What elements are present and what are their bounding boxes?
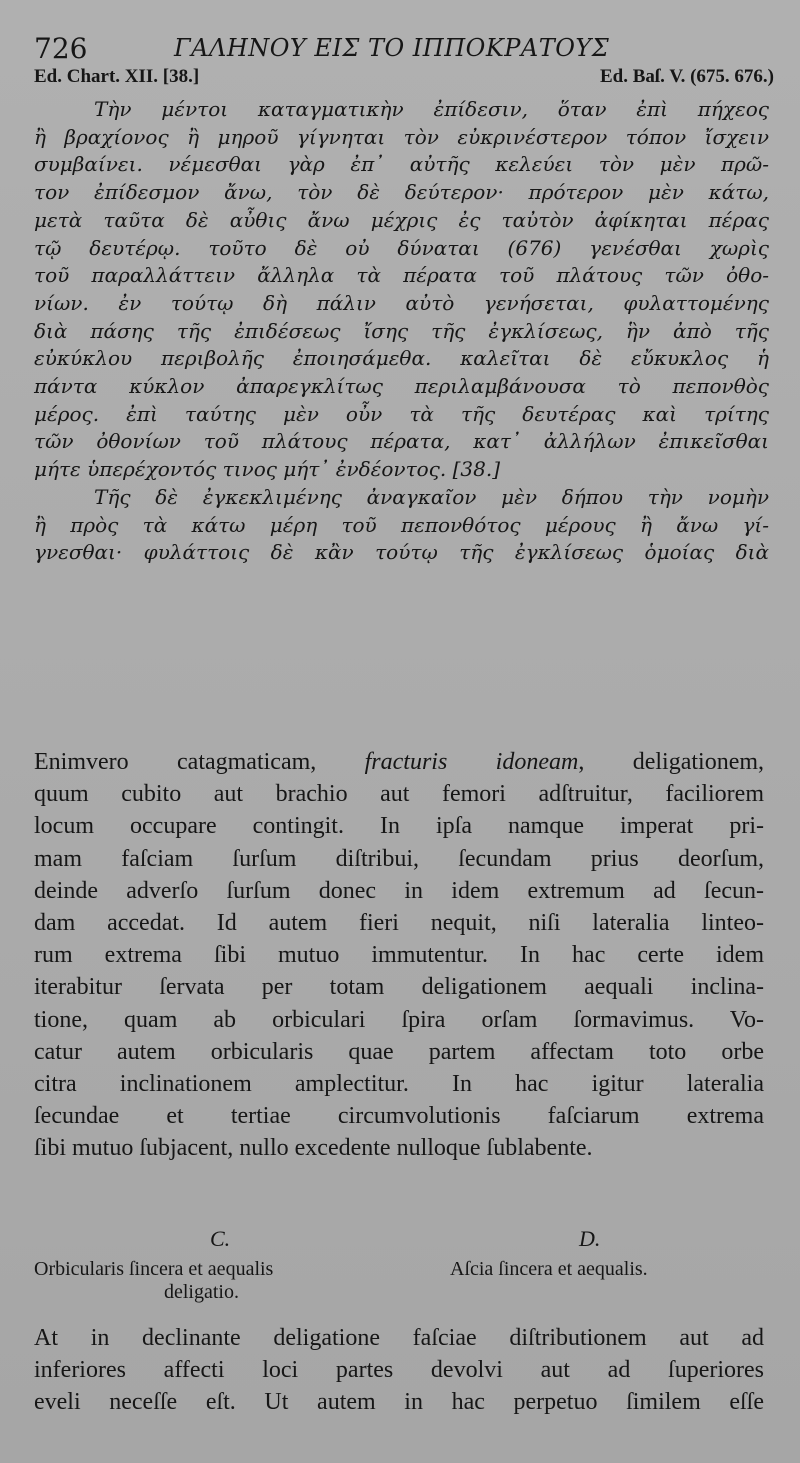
- greek-line: τοῦ παραλλάττειν ἄλληλα τὰ πέρατα τοῦ πλάτους τῶν ὀθο-: [34, 263, 769, 288]
- greek-line: νίων. ἐν τούτῳ δὴ πάλιν αὐτὸ γενήσεται, φυλαττομένης: [34, 290, 769, 315]
- caption-c-continued: deligatio.: [164, 1281, 239, 1303]
- latin-line: iterabitur ſervata per totam deligationem aequali inclina-: [34, 974, 764, 1001]
- page-header: [34, 26, 774, 66]
- latin-text-block-2: [34, 1322, 764, 1419]
- latin-line: rum extrema ſibi mutuo immutentur. In hac certe idem: [34, 942, 764, 969]
- latin-line: tione, quam ab orbiculari ſpira orſam ſormavimus. Vo-: [34, 1006, 764, 1033]
- greek-line: Τὴν μέντοι καταγματικὴν ἐπίδεσιν, ὅταν ἐπὶ πήχεος: [94, 97, 769, 121]
- latin-line: ſibi mutuo ſubjacent, nullo excedente nulloque ſublabente.: [34, 1135, 593, 1162]
- latin-line: deinde adverſo ſurſum donec in idem extremum ad ſecun-: [34, 877, 764, 904]
- greek-line: συμβαίνει. νέμεσθαι γὰρ ἐπ᾽ αὐτῆς κελεύει τὸν μὲν πρῶ-: [34, 152, 769, 177]
- figure-label-c: C.: [210, 1226, 231, 1251]
- greek-line: μέρος. ἐπὶ ταύτης μὲν οὖν τὰ τῆς δευτέρας καὶ τρίτης: [34, 401, 769, 426]
- caption-c: Orbicularis ſincera et aequalis: [34, 1258, 274, 1280]
- greek-line: διὰ πάσης τῆς ἐπιδέσεως ἴσης τῆς ἐγκλίσεως, ἣν ἀπὸ τῆς: [34, 318, 769, 343]
- latin-line: [34, 746, 764, 778]
- latin-line: At in declinante deligatione faſciae diſtributionem aut ad: [34, 1325, 764, 1351]
- latin-line: eveli neceſſe eſt. Ut autem in hac perpetuo ſimilem eſſe: [34, 1389, 764, 1416]
- latin-line: mam faſciam ſurſum diſtribui, ſecundam prius deorſum,: [34, 845, 764, 872]
- greek-line: τον ἐπίδεσμον ἄνω, τὸν δὲ δεύτερον· πρότερον μὲν κάτω,: [34, 180, 769, 205]
- page-number: 726: [34, 32, 88, 65]
- latin-line: dam accedat. Id autem fieri nequit, niſi lateralia linteo-: [34, 910, 764, 937]
- latin-line: catur autem orbicularis quae partem affectam toto orbe: [34, 1038, 764, 1065]
- greek-line: Τῆς δὲ ἐγκεκλιμένης ἀναγκαῖον μὲν δήπου τὴν νομὴν: [94, 484, 769, 509]
- edition-line: [34, 66, 774, 96]
- latin-line-end: , deligationem,: [578, 749, 765, 775]
- greek-line: τῷ δευτέρῳ. τοῦτο δὲ οὐ δύναται (676) γενέσθαι χωρὶς: [34, 235, 769, 260]
- greek-line: μήτε ὑπερέχοντός τινος μήτ᾽ ἐνδέοντος. [38.]: [34, 457, 501, 482]
- edition-basel: Ed. Baſ. V. (675. 676.): [599, 66, 774, 87]
- latin-line: inferiores affecti loci partes devolvi aut ad ſuperiores: [34, 1357, 764, 1384]
- greek-line: μετὰ ταῦτα δὲ αὖθις ἄνω μέχρις ἐς ταὐτὸν ἀφίκηται πέρας: [34, 207, 769, 232]
- latin-text-block: [34, 746, 764, 1165]
- running-title: ΓΑΛΗΝΟΥ ΕΙΣ ΤΟ ΙΠΠΟΚΡΑΤΟΥΣ: [174, 34, 610, 62]
- latin-line: locum occupare contingit. In ipſa namque imperat pri-: [34, 813, 764, 840]
- greek-line: γνεσθαι· φυλάττοις δὲ κἂν τούτῳ τῆς ἐγκλίσεως ὁμοίας διὰ: [34, 540, 769, 565]
- latin-line: ſecundae et tertiae circumvolutionis faſciarum extrema: [34, 1103, 764, 1130]
- greek-line: τῶν ὀθονίων τοῦ πλάτους πέρατα, κατ᾽ ἀλλήλων ἐπικεῖσθαι: [34, 429, 769, 454]
- latin-line: citra inclinationem amplectitur. In hac igitur lateralia: [34, 1071, 764, 1098]
- edition-chartier: Ed. Chart. XII. [38.]: [34, 66, 200, 87]
- latin-line-start: Enimvero catagmaticam,: [34, 749, 365, 775]
- latin-line: quum cubito aut brachio aut femori adſtruitur, faciliorem: [34, 781, 764, 808]
- greek-line: ἢ πρὸς τὰ κάτω μέρη τοῦ πεπονθότος μέρους ἢ ἄνω γί-: [34, 512, 769, 537]
- caption-d: Aſcia ſincera et aequalis.: [450, 1258, 648, 1280]
- greek-line: ἢ βραχίονος ἢ μηροῦ γίγνηται τὸν εὐκρινέστερον τόπον ἴσχειν: [34, 124, 769, 149]
- figure-captions: [34, 1258, 774, 1318]
- greek-text-block: [34, 96, 769, 567]
- latin-italic-phrase: fracturis idoneam: [364, 749, 579, 775]
- figure-labels: [34, 1226, 774, 1256]
- greek-line: πάντα κύκλον ἀπαρεγκλίτως περιλαμβάνουσα τὸ πεπονθὸς: [34, 374, 769, 399]
- figure-label-d: D.: [579, 1226, 601, 1251]
- greek-line: εὐκύκλου περιβολῆς ἐποιησάμεθα. καλεῖται δὲ εὔκυκλος ἡ: [34, 346, 769, 371]
